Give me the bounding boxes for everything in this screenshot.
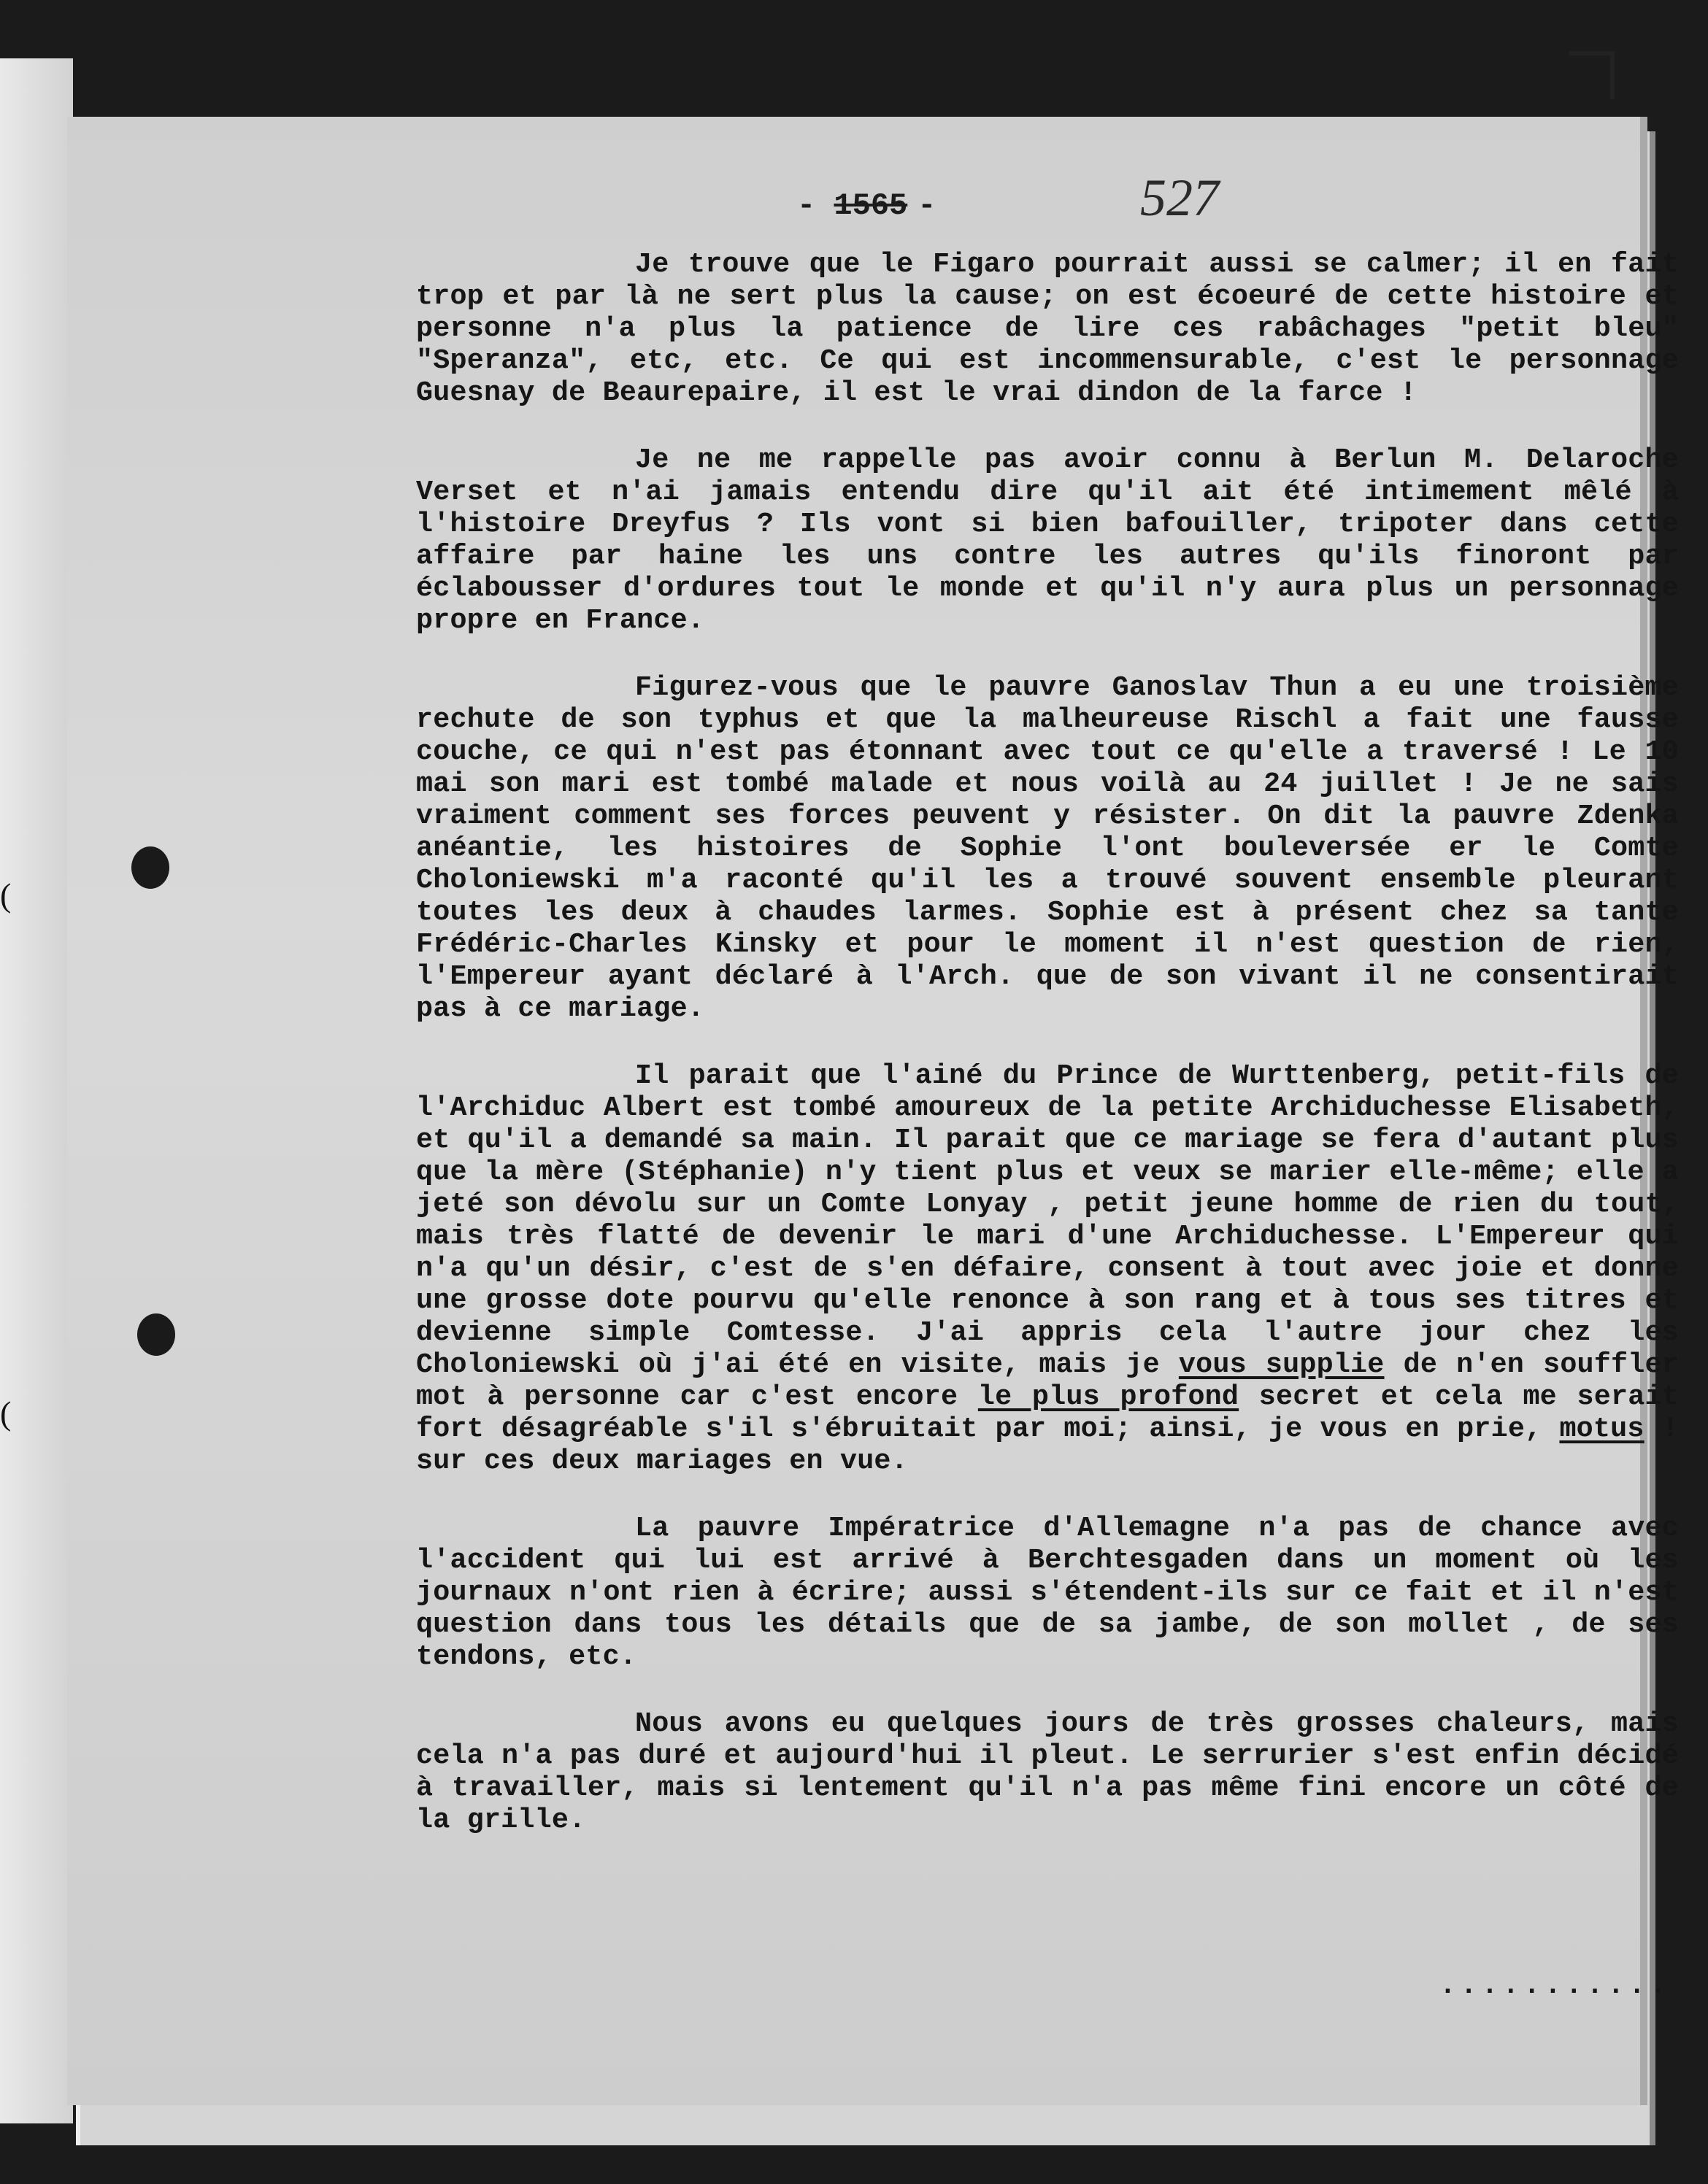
- crop-corner-mark: [1569, 51, 1615, 99]
- paragraph: Figurez-vous que le pauvre Ganoslav Thun a eu une troisième rechute de son typhus et que la malheureuse Rischl a fait une fausse couche, ce qui n'est pas étonnant avec tout ce qu'elle a traversé ! Le 10 mai son mari est tombé malade et nous voilà au 24 juillet ! Je ne sais vraiment comment ses forces peuvent y résister. On dit la pauvre Zdenka anéantie, les histoires de Sophie l'ont bouleversée er le Comte Choloniewski m'a raconté qu'il les a trouvé souvent ensemble pleurant toutes les deux à chaudes larmes. Sophie est à présent chez sa tante Frédéric-Charles Kinsky et pour le moment il n'est question de rien, l'Empereur ayant déclaré à l'Arch. que de son vivant il ne consentirait pas à ce mariage.: [416, 671, 1679, 1025]
- paragraph-text: de n'en souffler mot à personne car c'est encore: [416, 1348, 1679, 1413]
- paragraph: Je ne me rappelle pas avoir connu à Berlun M. Delaroche Verset et n'ai jamais entendu dire qu'il ait été intimement mêlé à l'histoire Dreyfus ? Ils vont si bien bafouiller, tripoter dans cette affaire par haine les uns contre les autres qu'ils finoront par éclabousser d'ordures tout le monde et qu'il n'y aura plus un personnage propre en France.: [416, 444, 1679, 636]
- punch-hole: [137, 1313, 175, 1356]
- underlined-phrase: le plus profond: [977, 1381, 1239, 1413]
- page-edge-mark: (: [0, 1394, 12, 1432]
- underlined-phrase: vous supplie: [1178, 1348, 1385, 1381]
- paragraph-text: Il parait que l'ainé du Prince de Wurttenberg, petit-fils de l'Archiduc Albert est tombé amoureux de la petite Archiduchesse Elisabeth, et qu'il a demandé sa main. Il parait que ce mariage se fera d'autant plus que la mère (Stéphanie) n'y tient plus et veux se marier elle-même; elle a jeté son dévolu sur un Comte Lonyay , petit jeune homme de rien du tout, mais très flatté de devenir le mari d'une Archiduchesse. L'Empereur qui n'a qu'un désir, c'est de s'en défaire, consent à tout avec joie et donne une grosse dote pourvu qu'elle renonce à son rang et à tous ses titres et devienne simple Comtesse. J'ai appris cela l'autre jour chez les Choloniewski où j'ai été en visite, mais je: [416, 1060, 1679, 1381]
- handwritten-page-number: 527: [1140, 169, 1219, 227]
- closing-dots: ...........: [1439, 1970, 1671, 2002]
- paragraph: Je trouve que le Figaro pourrait aussi se calmer; il en fait trop et par là ne sert plus la cause; on est écoeuré de cette histoire et personne n'a plus la patience de lire ces rabâchages "petit bleu" "Speranza", etc, etc. Ce qui est incommensurable, c'est le personnage Guesnay de Beaurepaire, il est le vrai dindon de la farce !: [416, 248, 1679, 409]
- typed-page: [67, 117, 1679, 2105]
- paragraph-text: secret et cela me serait fort désagréable s'il s'ébruitait par moi; ainsi, je vous en prie,: [416, 1381, 1679, 1445]
- paragraph-text: ! sur ces deux mariages en vue.: [416, 1413, 1679, 1477]
- page-edge-mark: (: [0, 876, 12, 914]
- page-header: - 1565 - 527: [797, 169, 1219, 227]
- paragraph: La pauvre Impératrice d'Allemagne n'a pas de chance avec l'accident qui lui est arrivé à Berchtesgaden dans un moment où les journaux n'ont rien à écrire; aussi s'étendent-ils sur ce fait et il n'est question dans tous les détails que de sa jambe, de son mollet , de ses tendons, etc.: [416, 1512, 1679, 1672]
- letter-body: [416, 248, 1679, 1871]
- punch-hole: [131, 846, 169, 889]
- underlined-phrase: motus: [1559, 1413, 1644, 1445]
- paragraph: [416, 1060, 1679, 1477]
- adjacent-page-strip: [0, 58, 73, 2123]
- old-page-number: 1565: [834, 188, 908, 223]
- paragraph: Nous avons eu quelques jours de très grosses chaleurs, mais cela n'a pas duré et aujourd'hui il pleut. Le serrurier s'est enfin décidé à travailler, mais si lentement qu'il n'a pas même fini encore un côté de la grille.: [416, 1708, 1679, 1836]
